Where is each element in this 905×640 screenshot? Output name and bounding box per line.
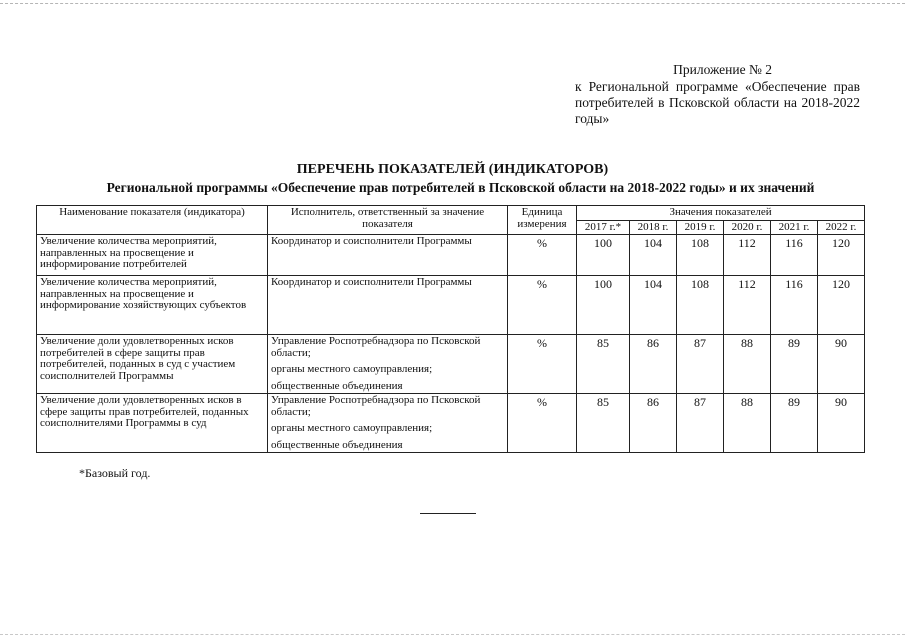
value-cell: 88 (724, 335, 771, 394)
header-values: Значения показателей (577, 206, 865, 221)
header-year: 2019 г. (677, 220, 724, 235)
header-year: 2020 г. (724, 220, 771, 235)
executor-line: общественные объединения (271, 438, 403, 451)
value-cell: 104 (630, 235, 677, 276)
value-cell: 108 (677, 276, 724, 335)
executor-line: органы местного самоуправления; (271, 363, 433, 375)
value-cell: 87 (677, 394, 724, 453)
executor-line: органы местного самоуправления; (271, 422, 433, 434)
executor-line: Координатор и соисполнители Программы (271, 235, 472, 247)
scan-edge-top (0, 3, 905, 4)
value-cell: 90 (818, 394, 865, 453)
value-cell: 104 (630, 276, 677, 335)
document-title: ПЕРЕЧЕНЬ ПОКАЗАТЕЛЕЙ (ИНДИКАТОРОВ) (296, 162, 609, 177)
indicator-name: Увеличение количества мероприятий, направленных на просвещение и информирование хозяйствующих субъектов (37, 276, 268, 335)
header-row (37, 206, 865, 221)
indicator-unit: % (508, 394, 577, 453)
indicators-table (36, 205, 865, 453)
value-cell: 85 (577, 335, 630, 394)
table-row (37, 235, 865, 276)
table-row (37, 394, 865, 453)
value-cell: 120 (818, 276, 865, 335)
value-cell: 87 (677, 335, 724, 394)
value-cell: 85 (577, 394, 630, 453)
footnote: *Базовый год. (79, 466, 151, 480)
value-cell: 90 (818, 335, 865, 394)
header-year: 2022 г. (818, 220, 865, 235)
indicator-name: Увеличение доли удовлетворенных исков в сфере защиты прав потребителей, поданных соисполнителями Программы в суд (37, 394, 268, 453)
scan-edge-bottom (0, 634, 905, 635)
header-year: 2018 г. (630, 220, 677, 235)
value-cell: 116 (771, 276, 818, 335)
executor-line: Управление Роспотребнадзора по Псковской области; (271, 394, 481, 418)
indicator-name: Увеличение доли удовлетворенных исков потребителей в сфере защиты прав потребителей, поданных в суд с участием соисполнителей Программы (37, 335, 268, 394)
value-cell: 112 (724, 235, 771, 276)
header-name: Наименование показателя (индикатора) (37, 206, 268, 235)
indicator-unit: % (508, 235, 577, 276)
table-row (37, 335, 865, 394)
indicator-executor (268, 235, 508, 276)
value-cell: 112 (724, 276, 771, 335)
header-year: 2017 г.* (577, 220, 630, 235)
value-cell: 88 (724, 394, 771, 453)
value-cell: 116 (771, 235, 818, 276)
value-cell: 120 (818, 235, 865, 276)
document-subtitle: Региональной программы «Обеспечение прав потребителей в Псковской области на 2018-2022 годы» и их значений (106, 180, 815, 195)
indicator-executor (268, 335, 508, 394)
indicator-executor (268, 394, 508, 453)
value-cell: 86 (630, 335, 677, 394)
annex-number: Приложение № 2 (673, 62, 772, 77)
executor-line: Координатор и соисполнители Программы (271, 276, 472, 288)
executor-line: общественные объединения (271, 379, 403, 392)
table-row (37, 276, 865, 335)
annex-block (575, 62, 860, 127)
executor-line: Управление Роспотребнадзора по Псковской области; (271, 335, 481, 359)
header-unit: Единица измерения (508, 206, 577, 235)
indicator-executor (268, 276, 508, 335)
annex-text: к Региональной программе «Обеспечение прав потребителей в Псковской области на 2018-2022 годы» (575, 79, 860, 126)
value-cell: 108 (677, 235, 724, 276)
value-cell: 100 (577, 235, 630, 276)
value-cell: 89 (771, 394, 818, 453)
header-executor: Исполнитель, ответственный за значение показателя (268, 206, 508, 235)
indicator-unit: % (508, 276, 577, 335)
indicator-name: Увеличение количества мероприятий, направленных на просвещение и информирование потребителей (37, 235, 268, 276)
separator-line (420, 513, 476, 514)
value-cell: 86 (630, 394, 677, 453)
indicator-unit: % (508, 335, 577, 394)
header-year: 2021 г. (771, 220, 818, 235)
value-cell: 89 (771, 335, 818, 394)
value-cell: 100 (577, 276, 630, 335)
